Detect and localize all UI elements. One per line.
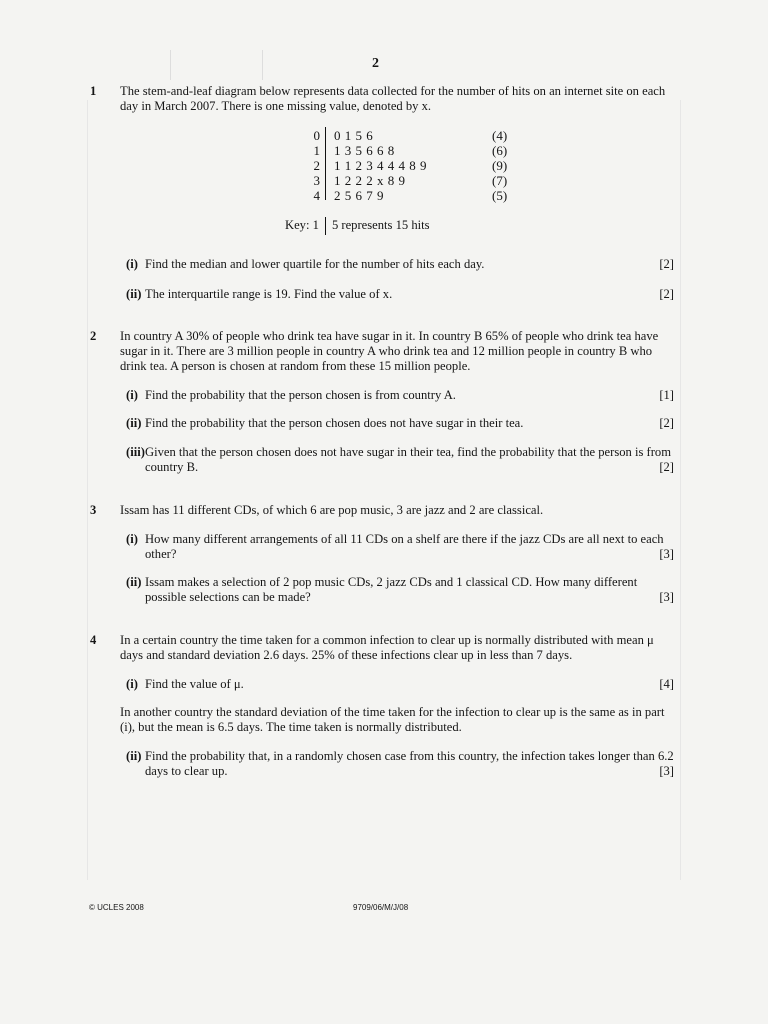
bleed-through-mark [87, 100, 88, 880]
marks: [4] [659, 677, 674, 691]
marks: [2] [659, 257, 674, 271]
part-text: Given that the person chosen does not have sugar in their tea, find the probability that the person is from country B. [145, 445, 672, 474]
marks: [2] [659, 287, 674, 301]
part-text: Find the median and lower quartile for the number of hits each day. [145, 257, 485, 271]
key-prefix: Key: 1 [285, 217, 319, 232]
question-number: 3 [90, 503, 97, 517]
marks: [3] [659, 590, 674, 604]
question-number: 4 [90, 633, 97, 647]
leaves: 0 1 5 6 [334, 128, 374, 143]
question-number: 2 [90, 329, 97, 343]
page-number: 2 [372, 56, 379, 71]
frequency: (7) [492, 173, 508, 188]
stem: 0 [313, 128, 320, 143]
part-text: Find the value of μ. [145, 677, 244, 691]
stem: 1 [313, 143, 320, 158]
part-label: (ii) [126, 749, 142, 763]
part-text: How many different arrangements of all 11 CDs on a shelf are there if the jazz CDs are all next to each other? [145, 532, 664, 561]
part-text: Find the probability that, in a randomly chosen case from this country, the infection takes longer than 6.2 days to clear up. [145, 749, 674, 778]
question-text: Issam has 11 different CDs, of which 6 are pop music, 3 are jazz and 2 are classical. [120, 503, 544, 517]
marks: [3] [659, 547, 674, 561]
question-text: In another country the standard deviation of the time taken for the infection to clear up is the same as in part (i), but the mean is 6.5 days. The time taken is normally distributed. [120, 705, 665, 734]
leaves: 1 3 5 6 6 8 [334, 143, 395, 158]
part-text: Find the probability that the person chosen does not have sugar in their tea. [145, 416, 524, 430]
footer-paper-code: 9709/06/M/J/08 [353, 903, 409, 912]
part-label: (iii) [126, 445, 145, 459]
marks: [1] [659, 388, 674, 402]
bleed-through-mark [170, 50, 171, 80]
key-divider [325, 217, 326, 235]
stem-divider-line [325, 127, 326, 200]
marks: [3] [659, 764, 674, 778]
marks: [2] [659, 416, 674, 430]
question-text: In a certain country the time taken for a common infection to clear up is normally distributed with mean μ days and standard deviation 2.6 days. 25% of these infections clear up in less than 7 days. [120, 633, 654, 662]
frequency: (9) [492, 158, 508, 173]
diagram-key [285, 217, 430, 235]
marks: [2] [659, 460, 674, 474]
stem: 3 [313, 173, 320, 188]
frequency: (4) [492, 128, 508, 143]
part-text: Find the probability that the person chosen is from country A. [145, 388, 456, 402]
part-text: The interquartile range is 19. Find the value of x. [145, 287, 393, 301]
part-label: (ii) [126, 416, 142, 430]
bleed-through-mark [262, 50, 263, 80]
stem: 4 [313, 188, 320, 203]
question-text: The stem-and-leaf diagram below represents data collected for the number of hits on an internet site on each day in March 2007. There is one missing value, denoted by x. [120, 84, 666, 113]
bleed-through-mark [680, 100, 681, 880]
leaves: 1 2 2 2 x 8 9 [334, 173, 406, 188]
key-suffix: 5 represents 15 hits [331, 217, 430, 232]
leaves: 1 1 2 3 4 4 4 8 9 [334, 158, 427, 173]
stem: 2 [313, 158, 320, 173]
leaves: 2 5 6 7 9 [334, 188, 384, 203]
part-label: (ii) [126, 575, 142, 589]
question-text: In country A 30% of people who drink tea have sugar in it. In country B 65% of people who drink tea have sugar in it. There are 3 million people in country A who drink tea and 12 million people in country B who drink tea. A person is chosen at random from these 15 million people. [120, 329, 659, 373]
part-label: (i) [126, 388, 138, 402]
frequency: (6) [492, 143, 508, 158]
part-label: (ii) [126, 287, 142, 301]
part-label: (i) [126, 532, 138, 546]
part-label: (i) [126, 677, 138, 691]
footer-copyright: © UCLES 2008 [89, 903, 144, 912]
question-number: 1 [90, 84, 97, 98]
frequency: (5) [492, 188, 508, 203]
part-text: Issam makes a selection of 2 pop music CDs, 2 jazz CDs and 1 classical CD. How many different possible selections can be made? [145, 575, 638, 604]
part-label: (i) [126, 257, 138, 271]
